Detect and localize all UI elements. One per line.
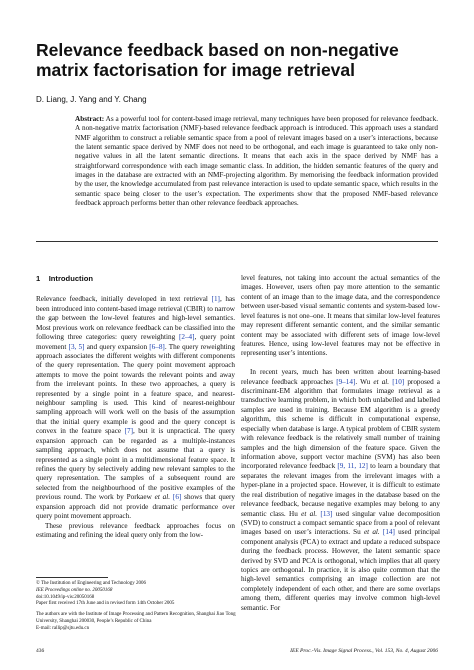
citation-link[interactable]: [9, 11, 12] (337, 462, 368, 471)
citation-link[interactable]: [6] (172, 493, 182, 502)
affiliation-line: The authors are with the Institute of Image Processing and Pattern Recognition, Shanghai Jiao Tong University, Shanghai 200030, People’s Republic of China (36, 612, 236, 624)
citation-link[interactable]: [1] (211, 295, 220, 304)
author-list: D. Liang, J. Yang and Y. Chang (36, 95, 147, 104)
citation-link[interactable]: [9–14] (336, 377, 356, 386)
body-paragraph: In recent years, much has been written about learning-based relevance feedback approaches [9–14]. Wu et al. [10] proposed a discriminant-EM algorithm that formulates image retrieval as a transductive learning problem, in which both unlabelled and labelled samples are used in training. Because EM algorithm is a greedy algorithm, this scheme is difficult in computational expense, especially when database is large. A typical problem of CBIR system with relevance feedback is the relatively small number of training samples and the high dimension of the feature space. Given the information above, support vector machine (SVM) has also been incorporated relevance feedback [9, 11, 12] to learn a boundary that separates the relevant images from the irrelevant images with a hyper-plane in a projected space. However, it is difficult to estimate the real distribution of negative images in the database based on the relevance feedback, because negative examples may belong to any semantic class. Hu et al. [13] used singular value decomposition (SVD) to construct a compact semantic space from a pool of relevant images based on user’s interactions. Su et al. [14] used principal component analysis (PCA) to extract and update a reduced subspace during the feedback process. However, the latent semantic space derived by SVD and PCA is orthogonal, which implies that all query topics are orthogonal. In practice, it is also quite common that the high-level semantics comprising an image collection are not completely independent of each other, and there are some overlaps among them, different queries may involve common high-level semantic. For (241, 368, 441, 612)
italic-text: et al. (301, 509, 318, 518)
italic-text: et al. (154, 493, 171, 502)
citation-link[interactable]: [13] (320, 509, 333, 518)
body-paragraph: level features, not taking into account the actual semantics of the images. However, users often pay more attention to the semantic content of an image than to the image data, and the correspondence between user-based visual semantic contents and system-based low-level features is not one–one. It means that similar low-level features may represent different semantic content, and the similar semantic content may be associated with different sets of image low-level features. Hence, using low-level features may not be effective in representing user’s intentions. (241, 274, 440, 358)
received-line: Paper first received 17th June and in revised form 14th October 2005 (36, 601, 175, 607)
citation-link[interactable]: [7] (124, 427, 133, 436)
abstract-text: As a powerful tool for content-based image retrieval, many techniques have been proposed for relevance feedback. A non-negative matrix factorisation (NMF)-based relevance feedback approach is introduced. This approach uses a standard NMF algorithm to construct a reliable semantic space from a pool of relevant images based on a user’s interactions, because the latent semantic space derived by NMF does not need to be orthogonal, and each image is guaranteed to take only non-negative values in all the latent semantic directions. It means that each axis in the space derived by NMF has a straightforward correspondence with each image semantic class. In addition, the hidden semantic features of the query and images in the database are extracted with an NMF-projecting algorithm. By memorising the feedback information provided by the user, the knowledge accumulated from past relevance interaction is used to update semantic space, which results in the semantic space being closer to the user’s expectation. The experiments show that the proposed NMF-based relevance feedback approach performs better than other relevance feedback approaches. (75, 115, 438, 208)
section-heading (36, 274, 235, 283)
citation-link[interactable]: [10] (392, 377, 405, 386)
citation-link[interactable]: [2–4] (178, 333, 195, 342)
footnote-block (36, 581, 240, 633)
email-line: E-mail: rallip@sjtu.edu.cn (36, 625, 90, 631)
copyright-line: © The Institution of Engineering and Technology 2006 (36, 581, 147, 586)
body-paragraph: These previous relevance feedback approaches focus on estimating and refining the ideal query only from the low- (36, 521, 235, 539)
abstract (75, 115, 438, 208)
page-number: 436 (36, 648, 45, 654)
paper-title: Relevance feedback based on non-negative matrix factorisation for image retrieval (36, 40, 399, 80)
section-title: Introduction (48, 274, 93, 283)
body-paragraph: Relevance feedback, initially developed in text retrieval [1], has been introduced into content-based image retrieval (CBIR) to narrow the gap between the low-level features and high-level semantics. Most previous work on relevance feedback can be classified into the following three categories: query reweighting [2–4], query point movement [3, 5] and query expansion [6–8]. The query reweighting approach associates the different weights with different components of the query representation. The query point movement approach attempts to move the point towards the relevant points and away from the irrelevant points. In these two approaches, a query is represented by a single point in a feature space, and nearest-neighbour sampling is used. This kind of nearest-neighbour sampling approach will work well on the basis of the assumption that the initial query example is good and the query concept is convex in the feature space [7], but it is unpractical. The query expansion approach can be regarded as a multiple-instances sampling approach, which does not assume that a query is represented as a single point in a multidimensional feature space. It refines the query by selectively adding new relevant samples to the query representation. The samples of a subsequent round are selected from the neighbourhood of the positive examples of the previous round. The work by Porkaew et al. [6] shows that query expansion approach did not provide dramatic performance over query point movement approach. (36, 295, 236, 521)
abstract-label: Abstract: (75, 115, 105, 123)
citation-link[interactable]: [14] (382, 528, 395, 537)
citation-link[interactable]: [3, 5] (68, 342, 85, 351)
abstract-divider (36, 241, 438, 242)
left-column (36, 274, 235, 540)
section-number: 1 (36, 274, 41, 283)
citation-link[interactable]: [6–8] (149, 342, 165, 351)
online-number: IEE Proceedings online no. 20050168 (36, 587, 113, 593)
doi-line: doi:10.1049/ip-vis:20050168 (36, 594, 95, 600)
right-column (241, 274, 440, 613)
italic-text: et al. (363, 528, 380, 537)
journal-info: IEE Proc.-Vis. Image Signal Process., Vol. 153, No. 4, August 2006 (290, 648, 438, 654)
footnote-divider (36, 577, 108, 578)
italic-text: et al. (373, 377, 390, 386)
